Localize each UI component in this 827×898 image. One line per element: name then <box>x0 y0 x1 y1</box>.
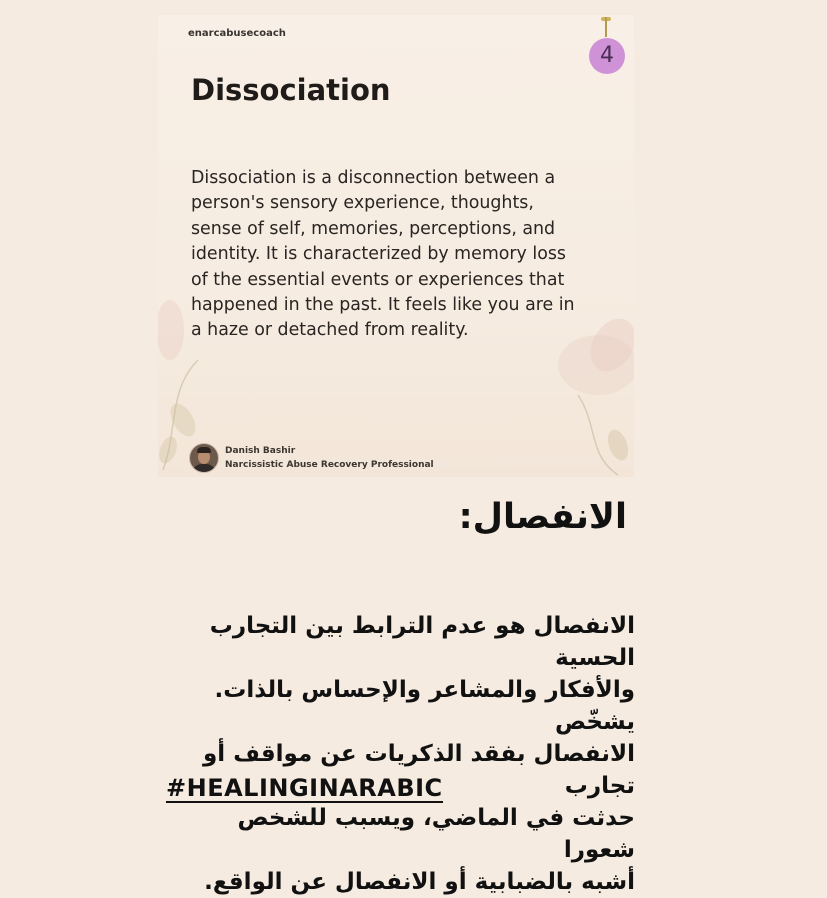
account-handle: enarcabusecoach <box>188 28 286 39</box>
arabic-title: الانفصال: <box>458 497 627 537</box>
avatar <box>189 443 219 473</box>
author-role: Narcissistic Abuse Recovery Professional <box>225 460 434 470</box>
number-badge <box>585 17 629 77</box>
post-card <box>158 15 634 477</box>
badge-number: 4 <box>589 38 625 74</box>
badge-string <box>605 17 607 37</box>
hashtag[interactable]: #HEALINGINARABIC <box>166 774 443 802</box>
author-name: Danish Bashir <box>225 446 296 456</box>
arabic-body-text: الانفصال هو عدم الترابط بين التجارب الحسية والأفكار والمشاعر والإحساس بالذات. يشخّص الانفصال بفقد الذكريات عن مواقف أو تجارب حدثت في الماضي، ويسبب للشخص شعورا أشبه بالضبابية أو الانفصال عن الواقع. <box>203 613 635 895</box>
card-body-text: Dissociation is a disconnection between a person's sensory experience, thoughts, sense of self, memories, perceptions, and identity. It is characterized by memory loss of the essential events or experiences that happened in the past. It feels like you are in a haze or detached from reality. <box>191 168 575 341</box>
card-title: Dissociation <box>191 73 391 107</box>
